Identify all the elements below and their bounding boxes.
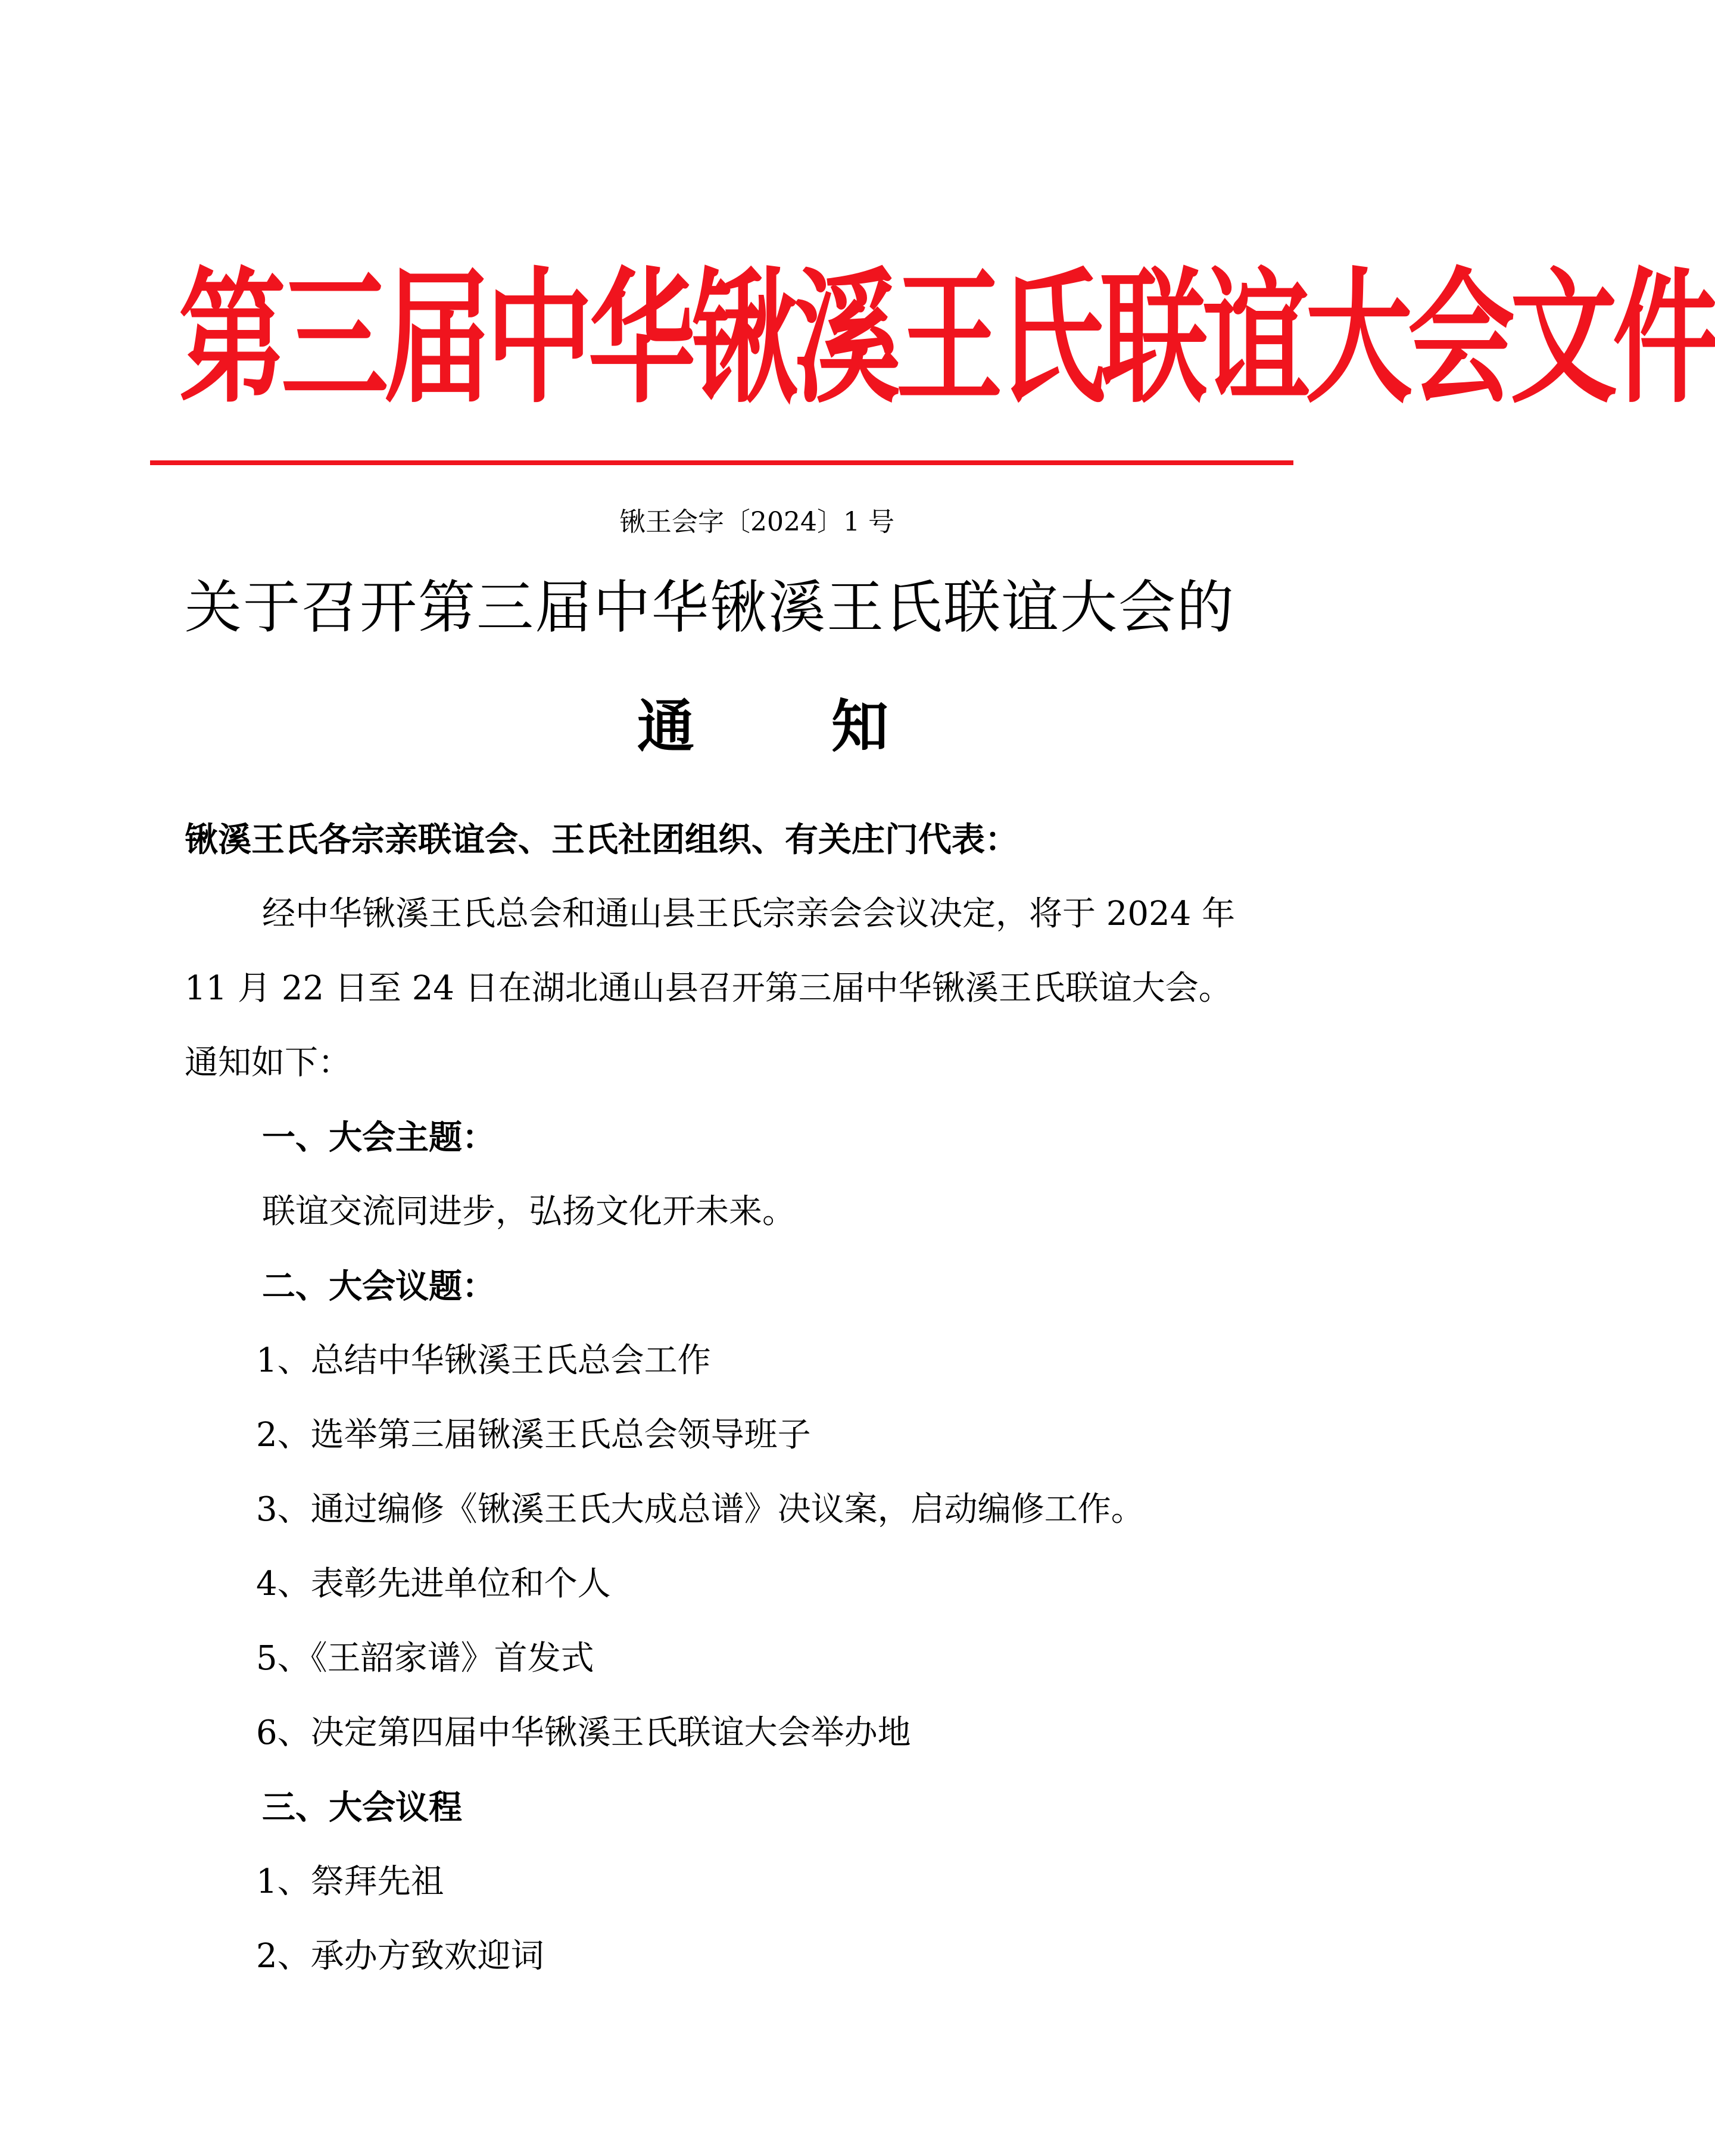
notice-subtitle-word-2: 知 <box>831 693 888 760</box>
notice-title: 关于召开第三届中华锹溪王氏联谊大会的 <box>185 574 1235 641</box>
section-3-heading: 三、大会议程 <box>262 1788 462 1827</box>
agenda-item: 2、选举第三届锹溪王氏总会领导班子 <box>256 1416 811 1454</box>
section-1-content: 联谊交流同进步，弘扬文化开未来。 <box>262 1192 796 1231</box>
intro-line-1: 经中华锹溪王氏总会和通山县王氏宗亲会会议决定，将于 2024 年 <box>262 895 1236 933</box>
agenda-item: 1、总结中华锹溪王氏总会工作 <box>256 1341 711 1380</box>
schedule-item: 1、祭拜先祖 <box>256 1862 444 1901</box>
agenda-item: 4、表彰先进单位和个人 <box>256 1565 611 1603</box>
document-org-title: 第三届中华锹溪王氏联谊大会文件 <box>179 255 1715 423</box>
agenda-item: 3、通过编修《锹溪王氏大成总谱》决议案，启动编修工作。 <box>256 1490 1145 1529</box>
intro-line-2: 11 月 22 日至 24 日在湖北通山县召开第三届中华锹溪王氏联谊大会。 <box>185 969 1232 1008</box>
red-divider-line <box>150 460 1293 465</box>
salutation: 锹溪王氏各宗亲联谊会、王氏社团组织、有关庄门代表： <box>185 820 1018 859</box>
notice-subtitle <box>637 688 888 765</box>
schedule-item: 2、承办方致欢迎词 <box>256 1937 544 1976</box>
notice-subtitle-word-1: 通 <box>637 693 694 760</box>
intro-line-3: 通知如下： <box>185 1043 351 1082</box>
section-1-heading: 一、大会主题： <box>262 1118 495 1157</box>
agenda-item: 6、决定第四届中华锹溪王氏联谊大会举办地 <box>256 1713 911 1752</box>
agenda-item: 5、《王韶家谱》首发式 <box>256 1639 594 1678</box>
document-number: 锹王会字〔2024〕1 号 <box>619 507 894 537</box>
section-2-heading: 二、大会议题： <box>262 1267 495 1306</box>
